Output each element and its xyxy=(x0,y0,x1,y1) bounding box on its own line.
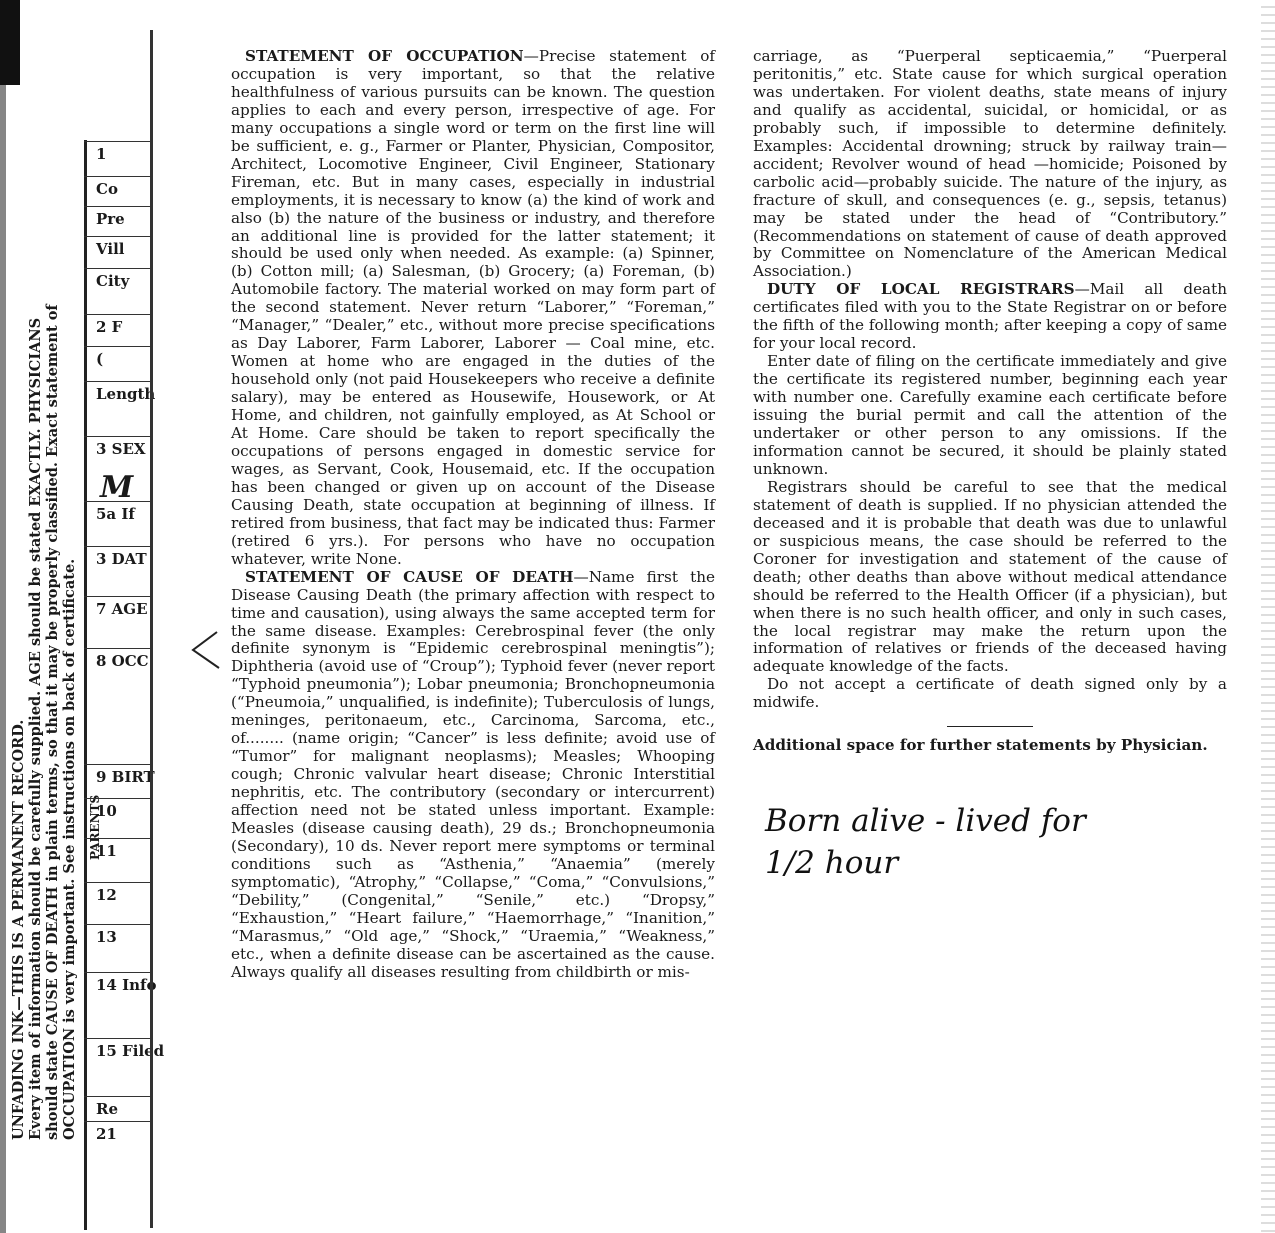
stub-handwritten-sex: M xyxy=(100,470,134,505)
stub-row-label: 2 F xyxy=(96,318,123,336)
stub-row-line xyxy=(84,206,150,207)
margin-line-2: should state CAUSE OF DEATH in plain terms, so that it may be properly classified. Exact statement of xyxy=(44,304,61,1140)
column-right xyxy=(753,48,1227,755)
stub-row-label: Vill xyxy=(96,240,125,258)
cause-heading: STATEMENT OF CAUSE OF DEATH xyxy=(245,567,574,586)
stub-row-label: 21 xyxy=(96,1125,117,1143)
stub-row-label: 14 Info xyxy=(96,976,157,994)
stub-row-line xyxy=(84,314,150,315)
stub-row-line xyxy=(84,546,150,547)
scan-edge-dark xyxy=(0,0,20,85)
stub-row-label: 3 SEX xyxy=(96,440,146,458)
divider-rule xyxy=(947,726,1033,727)
occupation-paragraph xyxy=(231,48,715,569)
stub-row-label: 1 xyxy=(96,145,107,163)
stub-row-line xyxy=(84,176,150,177)
stub-row-label: 13 xyxy=(96,928,117,946)
stub-row-line xyxy=(84,764,150,765)
occupation-heading: STATEMENT OF OCCUPATION xyxy=(245,47,524,65)
stub-row-label: ( xyxy=(96,350,104,368)
duty-heading: DUTY OF LOCAL REGISTRARS xyxy=(767,280,1075,299)
midwife-paragraph: Do not accept a certificate of death signed only by a midwife. xyxy=(753,675,1227,712)
additional-space-heading: Additional space for further statements by Physician. xyxy=(753,736,1208,755)
stub-row-line xyxy=(84,236,150,237)
margin-line-0: UNFADING INK—THIS IS A PERMANENT RECORD. xyxy=(10,719,27,1140)
stub-row-label: 12 xyxy=(96,886,117,904)
margin-line-1: Every item of information should be carefully supplied. AGE should be stated EXACTLY. PHYSICIANS xyxy=(27,317,44,1140)
stub-row-label: Co xyxy=(96,180,118,198)
scan-edge-shadow xyxy=(0,85,6,1233)
stub-row-label: 3 DAT xyxy=(96,550,147,568)
instructions-page xyxy=(150,30,1268,1228)
filing-paragraph: Enter date of filing on the certificate immediately and give the certificate its registered number, beginning each year with number one. Carefully examine each certificate before issuing the burial permit and call the attention of the undertaker or other person to any omissions. If the information cannot be secured, it should be plainly stated unknown. xyxy=(753,352,1227,478)
stub-row-line xyxy=(84,501,150,502)
stub-row-label: 15 Filed xyxy=(96,1042,165,1060)
stub-row-label: 8 OCC xyxy=(96,652,149,670)
stub-row-line xyxy=(84,596,150,597)
stub-row-label: 5a If xyxy=(96,505,135,523)
stub-row-line xyxy=(84,972,150,973)
stub-row-line xyxy=(84,1121,150,1122)
stub-row-line xyxy=(84,436,150,437)
duty-paragraph xyxy=(753,281,1227,353)
margin-line-3: OCCUPATION is very important. See instructions on back of certificate. xyxy=(61,558,78,1140)
form-stub xyxy=(84,140,165,1230)
stub-row-line xyxy=(84,1096,150,1097)
physician-handwritten-note xyxy=(765,800,1225,884)
registrar-paragraph: Registrars should be careful to see that the medical statement of death is supplied. If no physician attended the deceased and it is probable that death was due to unlawful or suspicious means, the case should be referred to the Coroner for investigation and statement of the cause of death; other deaths than above without medical attendance should be referred to the Health Officer (if a physician), but when there is no such health officer, and only in such cases, the local registrar may make the return upon the information of relatives or friends of the deceased having adequate knowledge of the facts. xyxy=(753,477,1227,676)
pen-tick-mark xyxy=(189,630,221,670)
duty-text: —Mail all death certificates filed with you to the State Registrar on or before the fifth of the following month; after keeping a copy of same for your local record. xyxy=(753,280,1227,353)
stub-row-label: 7 AGE xyxy=(96,600,148,618)
column-left xyxy=(231,48,715,982)
stub-row-line xyxy=(84,838,150,839)
cause-continued: carriage, as “Puerperal septicaemia,” “Puerperal peritonitis,” etc. State cause for which surgical operation was undertaken. For violent deaths, state means of injury and qualify as accidental, suicidal, or homicidal, or as probably such, if impossible to determine definitely. Examples: Accidental drowning; struck by railway train—accident; Revolver wound of head —homicide; Poisoned by carbolic acid—probably suicide. The nature of the injury, as fracture of skull, and consequences (e. g., sepsis, tetanus) may be stated under the head of “Contributory.” (Recommendations on statement of cause of death approved by Committee on Nomenclature of the American Medical Association.) xyxy=(753,47,1227,281)
margin-instructions xyxy=(10,80,78,1140)
cause-text: —Name first the Disease Causing Death (the primary affection with respect to time and causation), using always the same accepted term for the same disease. Examples: Cerebrospinal fever (the only definite synonym is “Epidemic cerebrospinal meningtis”); Diphtheria (avoid use of “Croup”); Typhoid fever (never report “Typhoid pneumonia”); Lobar pneumonia; Bronchopneumonia (“Pneumoia,” unqualified, is indefinite); Tuberculosis of lungs, meninges, peritonaeum, etc., Carcinoma, Sarcoma, etc., of........ (name origin; “Cancer” is less definite; avoid use of “Tumor” for malignant neoplasms); Measles; Whooping cough; Chronic valvular heart disease; Chronic Interstitial nephritis, etc. The contributory (secondary or intercurrent) affection need not be stated unless important. Example: Measles (disease causing death), 29 ds.; Bronchopneumonia (Secondary), 10 ds. Never report mere symptoms or terminal conditions such as “Asthenia,” “Anaemia” (merely symptomatic), “Atrophy,” “Collapse,” “Coma,” “Convulsions,” “Debility,” (Congenital,” “Senile,” etc.) “Dropsy,” “Exhaustion,” “Heart failure,” “Haemorrhage,” “Inanition,” “Marasmus,” “Old age,” “Shock,” “Uraemia,” “Weakness,” etc., when a definite disease can be ascertained as the cause. Always qualify all diseases resulting from childbirth or mis- xyxy=(231,567,715,981)
stub-row-label: 11 xyxy=(96,842,117,860)
stub-row-line xyxy=(84,882,150,883)
stub-row-label: 10 xyxy=(96,802,117,820)
stub-row-line xyxy=(84,268,150,269)
stub-row-label: Pre xyxy=(96,210,125,228)
stub-row-line xyxy=(84,141,150,142)
stub-row-line xyxy=(84,798,150,799)
handwritten-line-2: 1/2 hour xyxy=(765,845,899,881)
handwritten-line-1: Born alive - lived for xyxy=(765,803,1086,839)
occupation-text: —Precise statement of occupation is very important, so that the relative healthfulness of various pursuits can be known. The question applies to each and every person, irrespective of age. For many occupations a single word or term on the first line will be sufficient, e. g., Farmer or Planter, Physician, Compositor, Architect, Locomotive Engineer, Civil Engineer, Stationary Fireman, etc. But in many cases, especially in industrial employments, it is necessary to know (a) the kind of work and also (b) the nature of the business or industry, and therefore an additional line is provided for the latter statement; it should be used only when needed. As example: (a) Spinner, (b) Cotton mill; (a) Salesman, (b) Grocery; (a) Foreman, (b) Automobile factory. The material worked on may form part of the second statement. Never return “Laborer,” “Foreman,” “Manager,” “Dealer,” etc., without more precise specifications as Day Laborer, Farm Laborer, Laborer — Coal mine, etc. Women at home who are engaged in the duties of the household only (not paid Housekeepers who receive a definite salary), may be entered as Housewife, Housework, or At Home, and children, not gainfully employed, as At School or At Home. Care should be taken to report specifically the occupations of persons engaged in domestic service for wages, as Servant, Cook, Housemaid, etc. If the occupation has been changed or given up on account of the Disease Causing Death, state occupation at beginning of illness. If retired from business, that fact may be indicated thus: Farmer (retired 6 yrs.). For persons who have no occupation whatever, write None. xyxy=(231,47,715,568)
parents-label: PARENTS xyxy=(88,794,102,860)
stub-row-label: Re xyxy=(96,1100,119,1118)
stub-row-line xyxy=(84,648,150,649)
stub-row-line xyxy=(84,346,150,347)
stub-row-label: 9 BIRT xyxy=(96,768,155,786)
stub-row-label: City xyxy=(96,272,130,290)
cause-paragraph xyxy=(231,569,715,982)
stub-row-line xyxy=(84,1038,150,1039)
stub-row-label: Length xyxy=(96,385,156,403)
stub-row-line xyxy=(84,381,150,382)
stub-row-line xyxy=(84,924,150,925)
